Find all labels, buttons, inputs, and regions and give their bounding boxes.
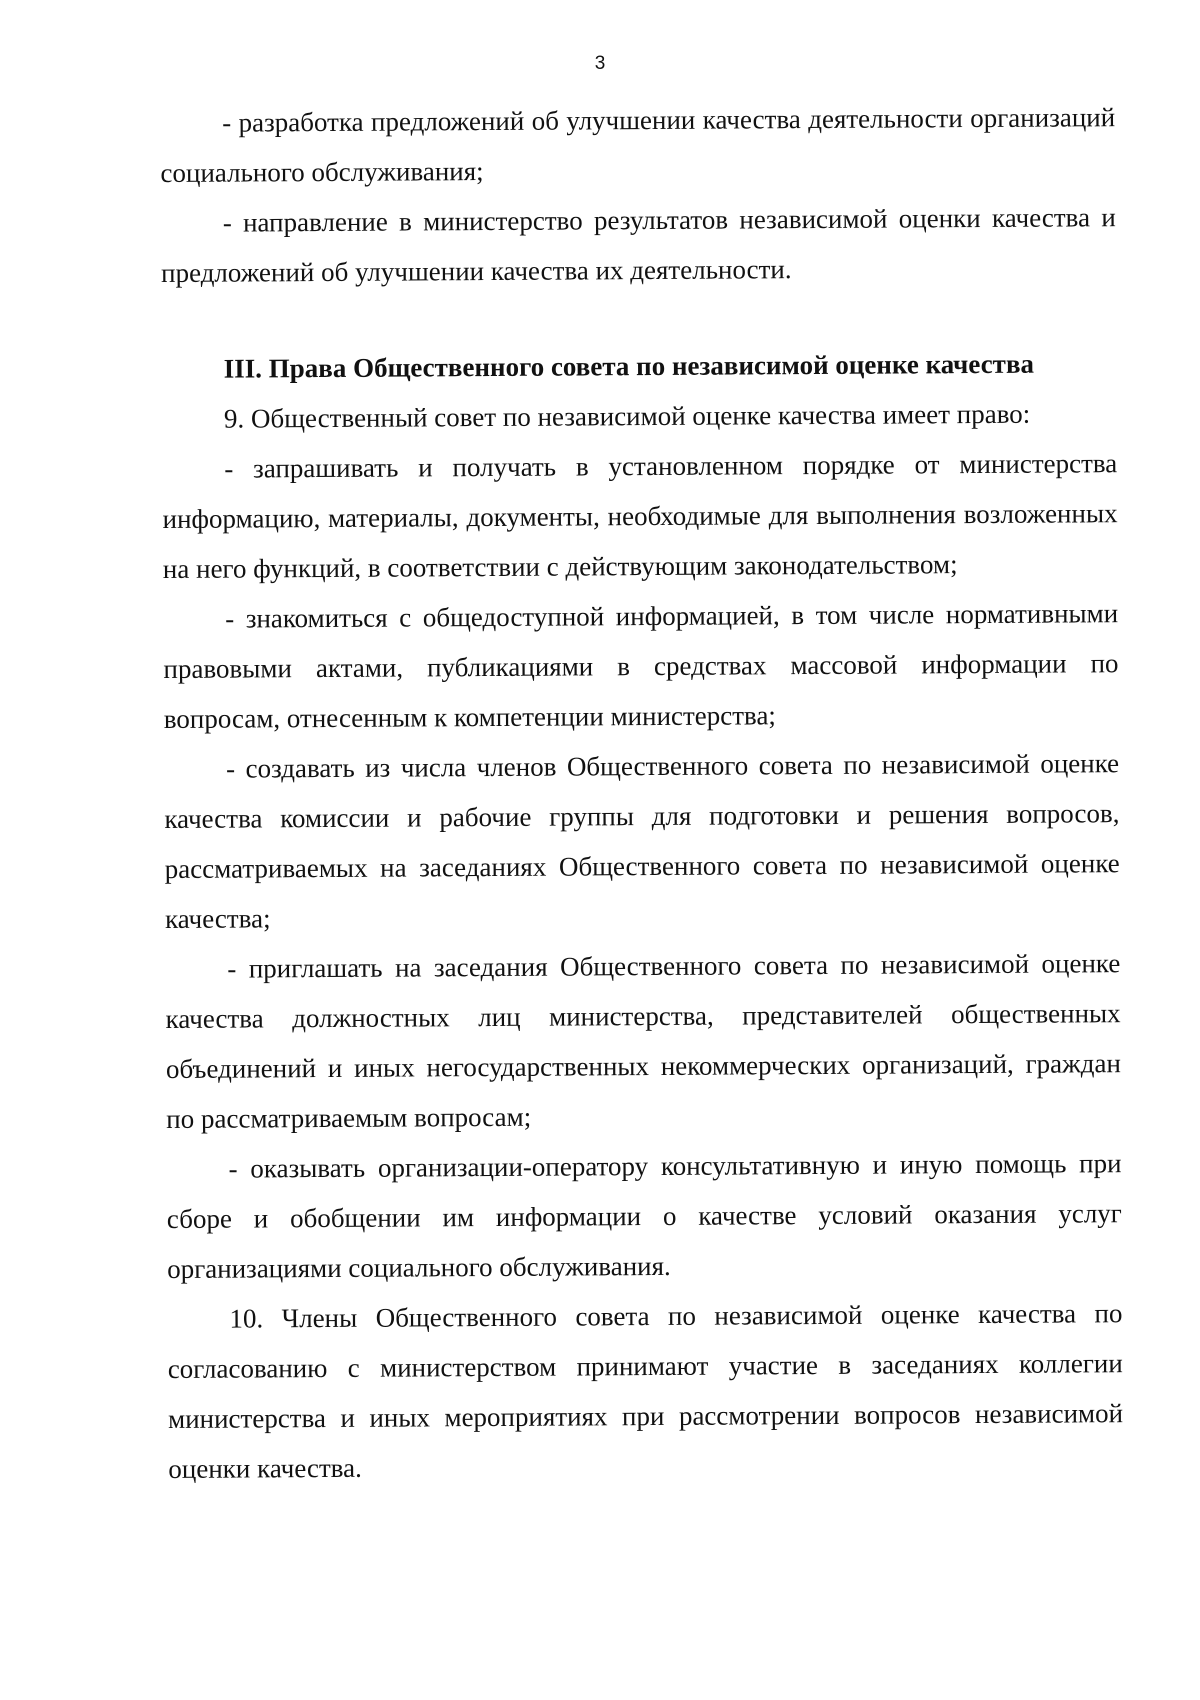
document-body [160,92,1124,1494]
section-heading: III. Права Общественного совета по независимой оценке качества [223,348,1035,384]
clause-9-item-review-info: - знакомиться с общедоступной информацией, в том числе нормативными правовыми актами, публикациями в средствах массовой информации по вопросам, отнесенным к компетенции министерства; [163,598,1119,734]
intro-item-submission: - направление в министерство результатов независимой оценки качества и предложений об улучшении качества их деятельности. [160,202,1116,288]
clause-9-item-request-info: - запрашивать и получать в установленном порядке от министерства информацию, материалы, документы, необходимые для выполнения возложенных на него функций, в соответствии с действующим законодательством; [162,448,1118,584]
clause-10: 10. Члены Общественного совета по независимой оценке качества по согласованию с министерством принимают участие в заседаниях коллегии министерства и иных мероприятиях при рассмотрении вопросов независимой оценки качества. [167,1298,1124,1484]
page-number: 3 [594,53,606,74]
clause-9-item-create-groups: - создавать из числа членов Общественного совета по независимой оценке качества комиссии и рабочие группы для подготовки и решения вопросов, рассматриваемых на заседаниях Общественного совета по независимой оценке качества; [164,748,1120,934]
intro-item-proposals: - разработка предложений об улучшении качества деятельности организаций социального обслуживания; [160,102,1116,188]
section-spacer [161,292,1116,344]
clause-9-lead: 9. Общественный совет по независимой оценке качества имеет право: [223,398,1031,434]
clause-9-item-assist-operator: - оказывать организации-оператору консультативную и иную помощь при сборе и обобщении им информации о качестве условий оказания услуг организациями социального обслуживания. [166,1148,1122,1284]
clause-9-item-invite: - приглашать на заседания Общественного совета по независимой оценке качества должностных лиц министерства, представителей общественных объединений и иных негосударственных некоммерческих организаций, граждан по рассматриваемым вопросам; [165,948,1122,1134]
